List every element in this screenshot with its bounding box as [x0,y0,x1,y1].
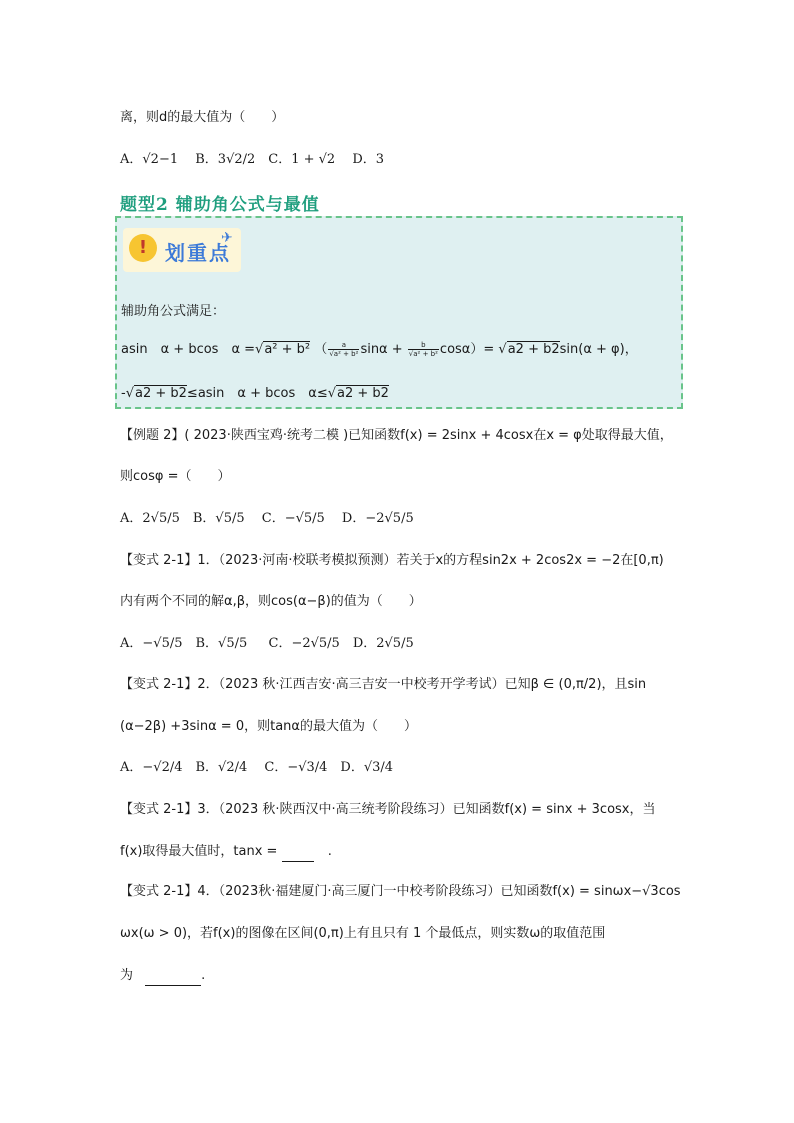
formula-radical: a² + b² [264,342,311,357]
badge-label: 划重点 [165,241,231,265]
question-options: A．√2−1 B．3√2/2 C．1 + √2 D．3 [120,152,385,167]
formula-left: asin α + bcos α = [121,342,256,357]
example2-text: 【例题 2】( 2023·陕西宝鸡·统考二模 )已知函数f(x) = 2sinx + 4cosx在x = φ处取得最大值， [120,428,673,443]
formula-intro: 辅助角公式满足： [121,304,226,319]
inequality-line: -√a2 + b2≤asin α + bcos α≤√a2 + b2 [121,386,389,401]
fraction-b: $\frac{b}{\text{√a² + b²}}$ [408,341,438,358]
formula-line: asin α + bcos α =√a² + b² （ $\frac{a}{\text{√a² + b²}}$ sinα + $\frac{b}{\text{√a² + b²}}$ cosα）= √a2 + b2sin(α + φ)， [121,341,638,358]
question-tail-text: 离，则d的最大值为（ ） [120,110,285,125]
paper-plane-icon: ✈ [221,230,233,246]
answer-blank [282,847,314,862]
variant3-text-2: f(x)取得最大值时，tanx = . [120,842,332,862]
key-points-box [115,216,683,409]
answer-blank [145,971,201,986]
section-heading: 题型2 辅助角公式与最值 [120,195,320,215]
variant2-text-2: (α−2β) +3sinα = 0，则tanα的最大值为（ ） [120,719,417,734]
variant1-text: 【变式 2-1】1．（2023·河南·校联考模拟预测）若关于x的方程sin2x + 2cos2x = −2在[0,π) [120,553,664,568]
variant4-text-3: 为 . [120,966,205,986]
variant3-text: 【变式 2-1】3．（2023 秋·陕西汉中·高三统考阶段练习）已知函数f(x) = sinx + 3cosx，当 [120,802,656,817]
key-points-badge [123,228,241,272]
variant1-text-2: 内有两个不同的解α,β，则cos(α−β)的值为（ ） [120,594,422,609]
fraction-a: $\frac{a}{\text{√a² + b²}}$ [329,341,359,358]
variant1-options: A．−√5/5 B．√5/5 C．−2√5/5 D．2√5/5 [120,636,414,651]
variant2-options: A．−√2/4 B．√2/4 C．−√3/4 D．√3/4 [120,760,394,775]
variant4-text: 【变式 2-1】4．（2023秋·福建厦门·高三厦门一中校考阶段练习）已知函数f(x) = sinωx−√3cos [120,884,681,899]
variant4-text-2: ωx(ω > 0)，若f(x)的图像在区间(0,π)上有且只有 1 个最低点，则实数ω的取值范围 [120,926,606,941]
variant2-text: 【变式 2-1】2．（2023 秋·江西吉安·高三吉安一中校考开学考试）已知β ∈ (0,π/2)，且sin [120,677,647,692]
lightbulb-icon: ! [129,234,157,262]
example2-text-2: 则cosφ =（ ） [120,469,231,484]
example2-options: A．2√5/5 B．√5/5 C．−√5/5 D．−2√5/5 [120,511,414,526]
